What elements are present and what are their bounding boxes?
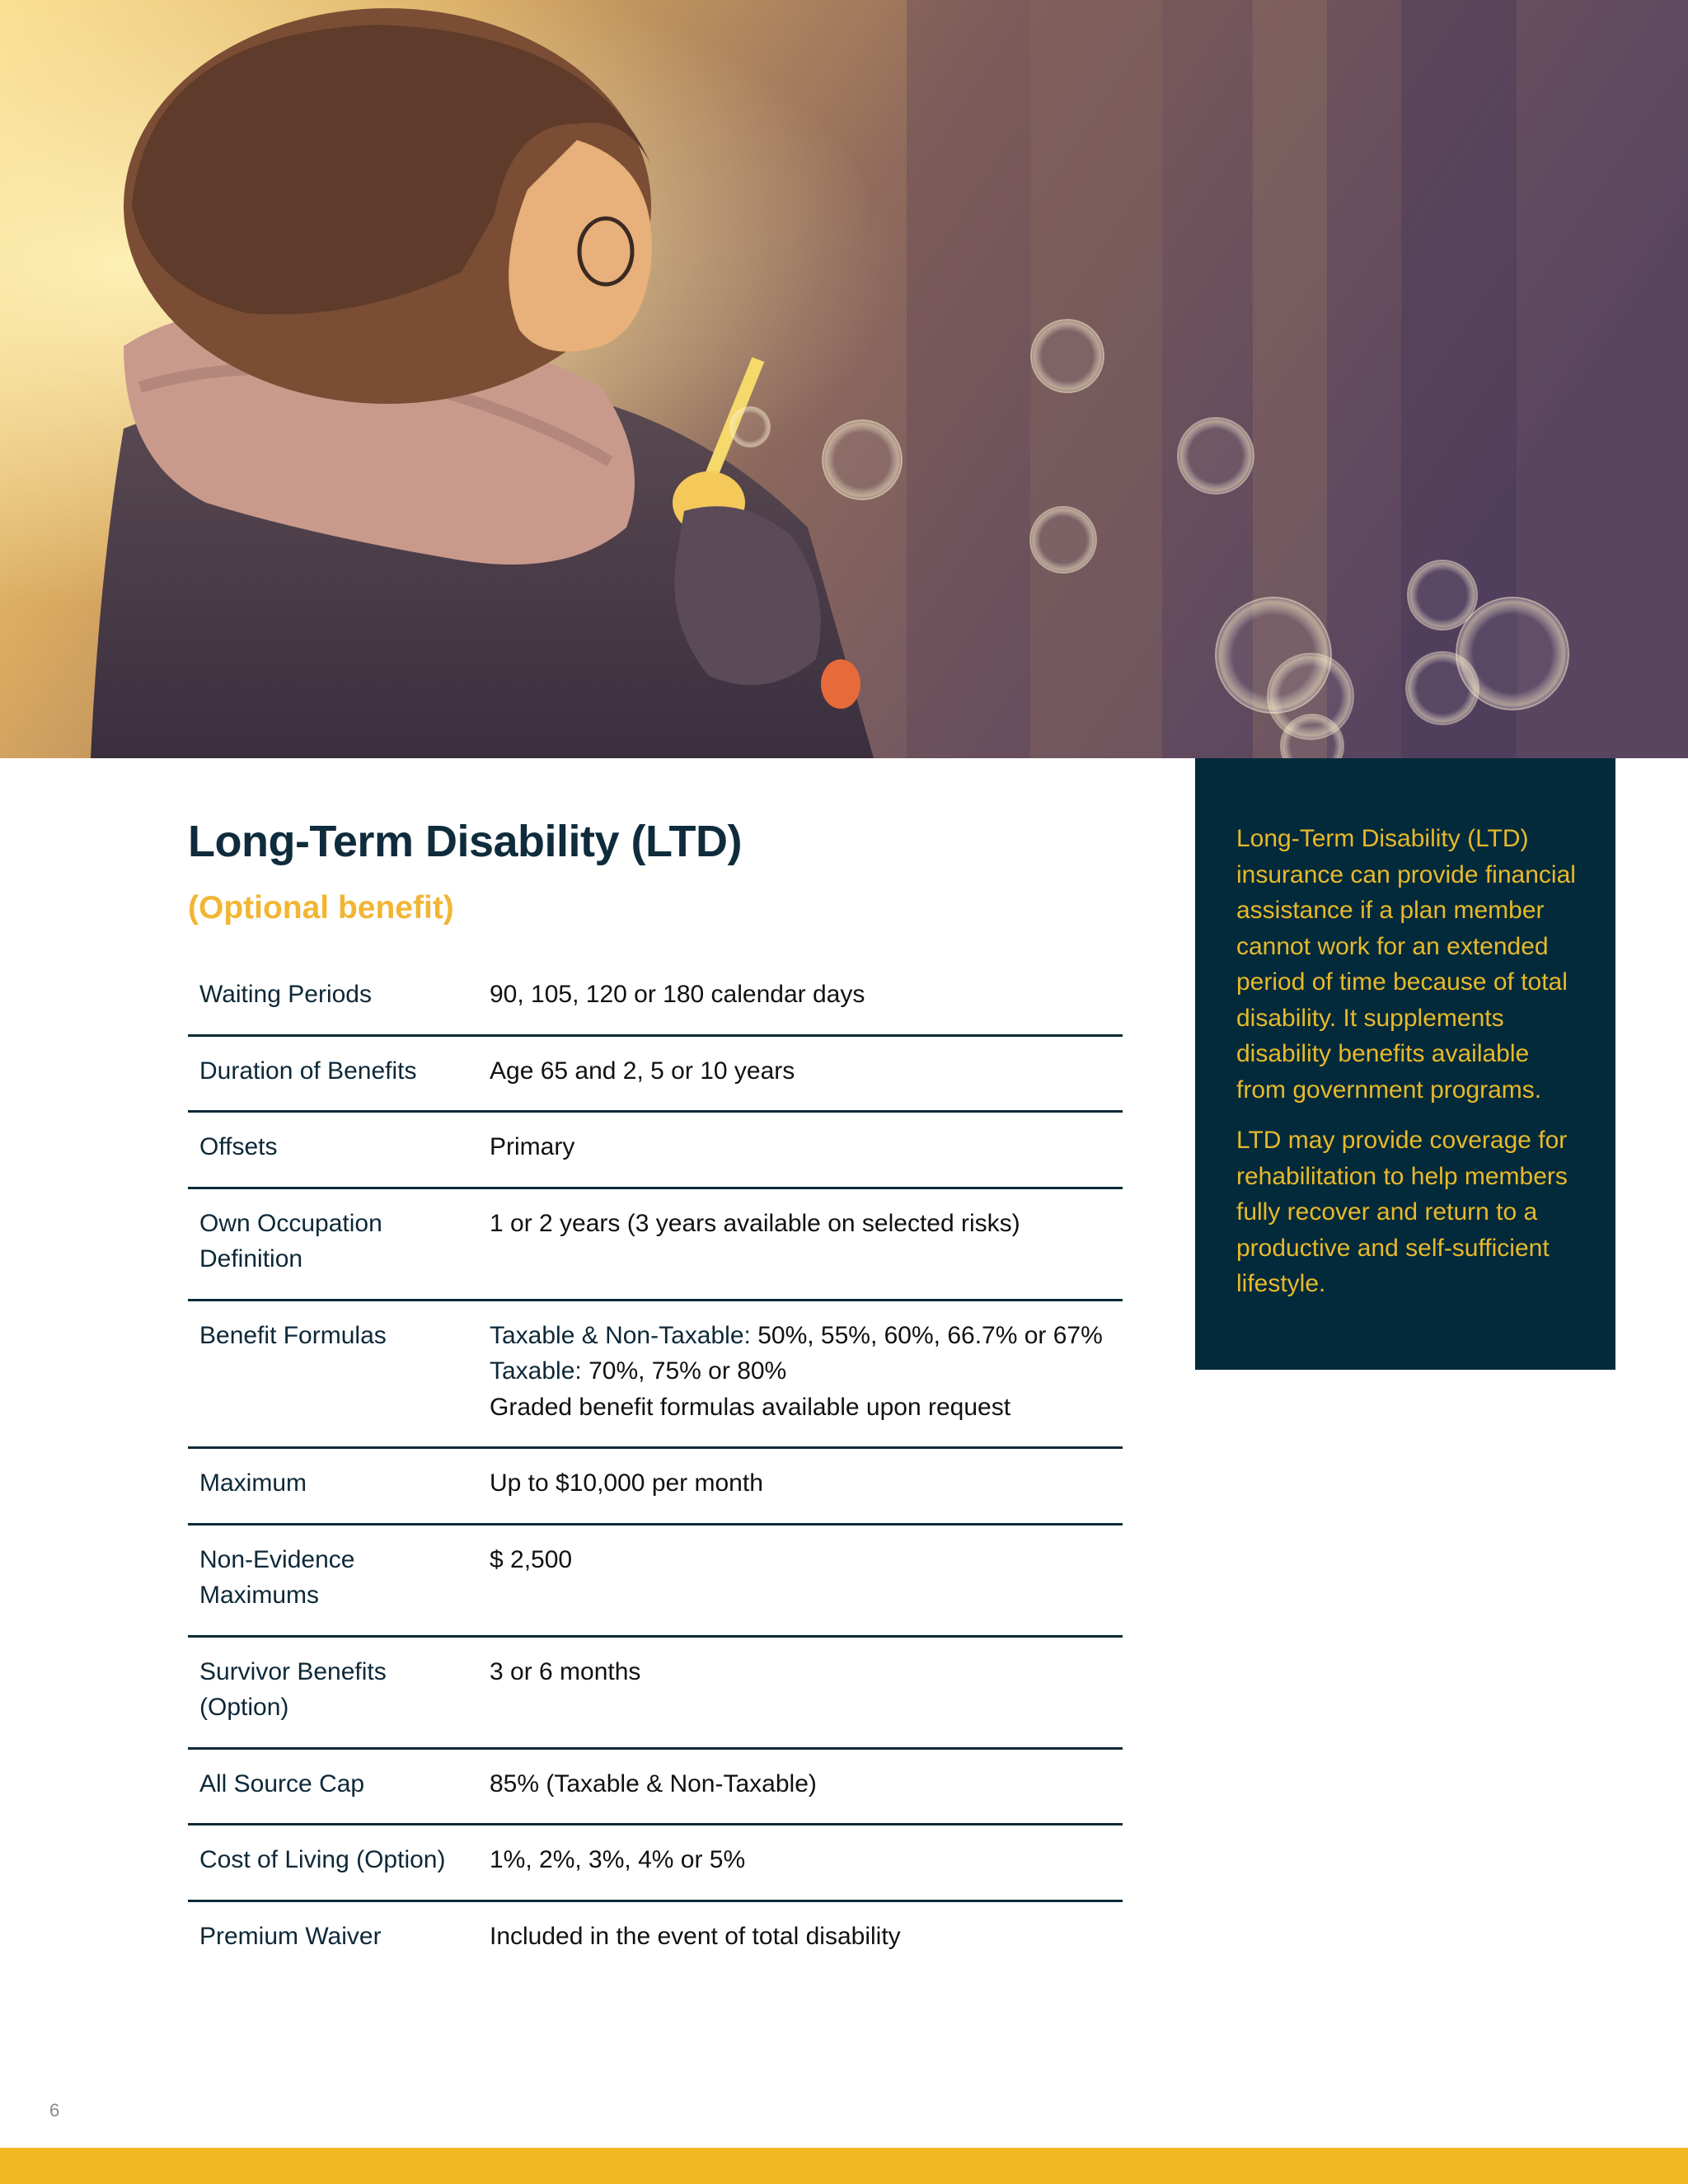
row-value: Primary xyxy=(483,1112,1123,1188)
row-label: Offsets xyxy=(188,1112,483,1188)
row-label: Premium Waiver xyxy=(188,1900,483,1975)
formula-line-label: Taxable & Non-Taxable: xyxy=(490,1321,751,1349)
row-value: Up to $10,000 per month xyxy=(483,1448,1123,1525)
row-label: All Source Cap xyxy=(188,1748,483,1825)
row-label: Non-Evidence Maximums xyxy=(188,1524,483,1636)
hero-photo xyxy=(0,0,1688,758)
row-value xyxy=(483,1300,1123,1448)
row-label: Cost of Living (Option) xyxy=(188,1825,483,1901)
table-row xyxy=(188,1825,1123,1901)
info-sidebar xyxy=(1195,758,1615,1370)
table-row xyxy=(188,960,1123,1035)
row-value: Age 65 and 2, 5 or 10 years xyxy=(483,1035,1123,1112)
page-title: Long-Term Disability (LTD) xyxy=(188,817,742,866)
row-value: 85% (Taxable & Non-Taxable) xyxy=(483,1748,1123,1825)
table-row xyxy=(188,1900,1123,1975)
table-row xyxy=(188,1748,1123,1825)
formula-line xyxy=(490,1318,1113,1354)
row-label: Benefit Formulas xyxy=(188,1300,483,1448)
sidebar-paragraph: Long-Term Disability (LTD) insurance can provide financial assistance if a plan member cannot work for an extended period of time because of total disability. It supplements disability benefits available from government programs. xyxy=(1236,825,1576,1104)
benefits-table xyxy=(188,960,1123,1975)
row-value: $ 2,500 xyxy=(483,1524,1123,1636)
row-value: 1 or 2 years (3 years available on selected risks) xyxy=(483,1188,1123,1300)
row-label: Duration of Benefits xyxy=(188,1035,483,1112)
formula-line-text: 50%, 55%, 60%, 66.7% or 67% xyxy=(750,1321,1103,1349)
row-label: Survivor Benefits (Option) xyxy=(188,1636,483,1748)
table-row xyxy=(188,1188,1123,1300)
formula-line-label: Taxable: xyxy=(490,1357,582,1385)
table-row xyxy=(188,1448,1123,1525)
formula-line-text: 70%, 75% or 80% xyxy=(581,1357,787,1385)
row-value: 90, 105, 120 or 180 calendar days xyxy=(490,981,865,1008)
row-label: Maximum xyxy=(188,1448,483,1525)
formula-line-text: Graded benefit formulas available upon request xyxy=(490,1393,1011,1421)
table-row xyxy=(188,1524,1123,1636)
row-value: 1%, 2%, 3%, 4% or 5% xyxy=(483,1825,1123,1901)
page-subtitle: (Optional benefit) xyxy=(188,890,454,926)
footer-bar xyxy=(0,2148,1688,2184)
page-number: 6 xyxy=(49,2100,60,2121)
formula-line xyxy=(490,1353,1113,1390)
table-row xyxy=(188,1636,1123,1748)
row-label: Own Occupation Definition xyxy=(188,1188,483,1300)
formula-line xyxy=(490,1390,1113,1426)
table-row xyxy=(188,1035,1123,1112)
table-row xyxy=(188,1300,1123,1448)
child-blowing-bubbles-image xyxy=(0,0,1688,758)
row-value: Included in the event of total disability xyxy=(483,1900,1123,1975)
sidebar-paragraph: LTD may provide coverage for rehabilitation to help members fully recover and return to a productive and self-sufficient lifestyle. xyxy=(1236,1127,1568,1297)
row-label: Waiting Periods xyxy=(199,981,372,1008)
row-value: 3 or 6 months xyxy=(483,1636,1123,1748)
table-row xyxy=(188,1112,1123,1188)
